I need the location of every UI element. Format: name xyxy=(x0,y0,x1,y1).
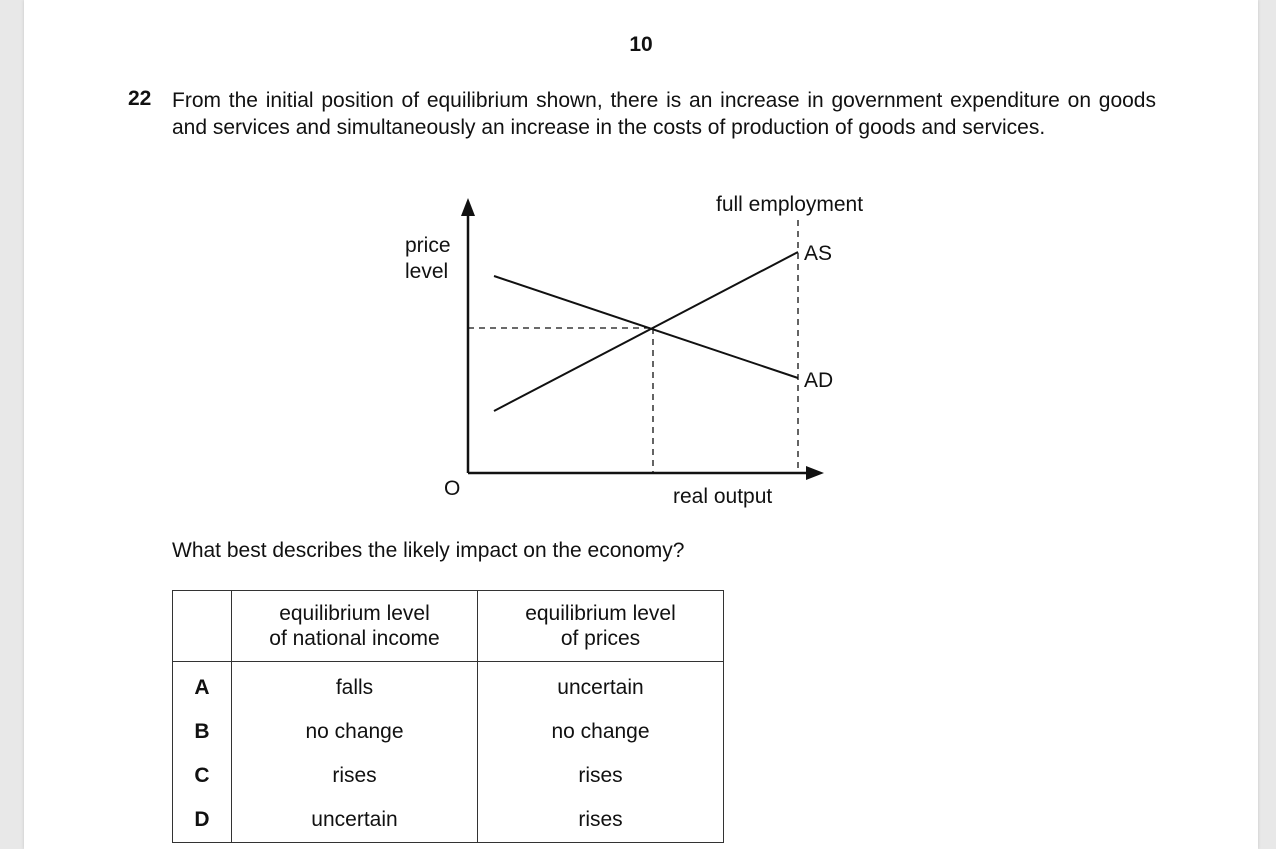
option-letter: A xyxy=(173,662,232,711)
page-number: 10 xyxy=(629,33,653,56)
income-cell: no change xyxy=(232,710,478,754)
y-axis-label-line1: price xyxy=(405,234,451,257)
income-cell: uncertain xyxy=(232,798,478,843)
header-empty xyxy=(173,591,232,662)
income-cell: falls xyxy=(232,662,478,711)
origin-label: O xyxy=(444,477,461,500)
question-text: From the initial position of equilibrium shown, there is an increase in government expenditure on goods and services and simultaneously an increase in the costs of production of goods and services. xyxy=(172,89,1156,139)
ad-curve xyxy=(494,276,798,378)
answer-row-d[interactable] xyxy=(173,798,724,843)
exam-page xyxy=(24,0,1258,849)
ad-label: AD xyxy=(804,369,834,392)
income-cell: rises xyxy=(232,754,478,798)
ad-as-diagram xyxy=(24,0,1258,520)
question-prompt: What best describes the likely impact on the economy? xyxy=(172,539,685,562)
answer-row-c[interactable] xyxy=(173,754,724,798)
answer-row-a[interactable] xyxy=(173,662,724,711)
prices-cell: uncertain xyxy=(478,662,724,711)
y-axis-arrow xyxy=(461,198,475,216)
as-label: AS xyxy=(804,242,833,265)
prices-cell: no change xyxy=(478,710,724,754)
header-income: equilibrium level of national income xyxy=(232,591,478,662)
option-letter: D xyxy=(173,798,232,843)
x-axis-arrow xyxy=(806,466,824,480)
header-prices: equilibrium level of prices xyxy=(478,591,724,662)
x-axis-label: real output xyxy=(673,485,773,508)
as-curve xyxy=(494,252,798,411)
option-letter: C xyxy=(173,754,232,798)
prices-cell: rises xyxy=(478,754,724,798)
question-number: 22 xyxy=(128,87,152,110)
option-letter: B xyxy=(173,710,232,754)
prices-cell: rises xyxy=(478,798,724,843)
answer-table xyxy=(172,590,724,843)
full-employment-label: full employment xyxy=(716,193,864,216)
answer-row-b[interactable] xyxy=(173,710,724,754)
y-axis-label-line2: level xyxy=(405,260,449,283)
